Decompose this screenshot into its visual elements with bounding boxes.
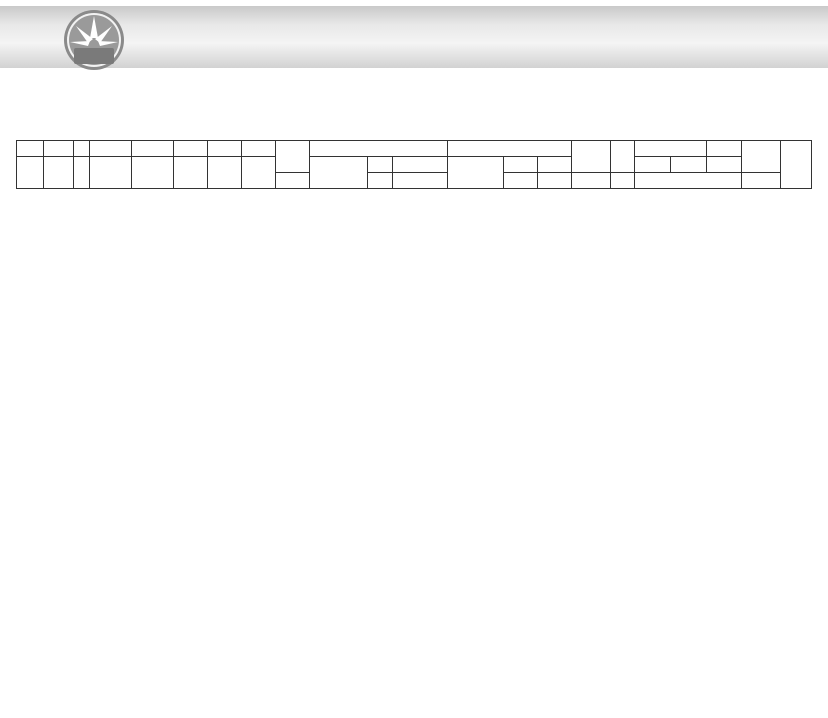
col-header-speed [44,141,74,157]
col-header-flow-unit [132,157,174,189]
col-header-shaft-power [242,141,276,157]
col-header-seq [74,141,90,157]
col-header-motor-power [368,157,393,173]
col-header-shaft-power-unit [242,157,276,189]
col-header-E [635,157,671,173]
col-header-speed-unit [44,157,74,189]
col-header-required-power-unit [276,173,310,189]
col-header-load-unit [635,173,742,189]
col-header-fan-shaft [504,157,538,173]
col-header-internal-power-unit [208,157,242,189]
col-header-flow [132,141,174,157]
col-header-fan-weight-unit [572,173,611,189]
table-header-row-1 [17,141,812,157]
col-header-fan-weight [572,141,611,173]
col-header-pressure [90,141,132,157]
col-header-motor-shaft-unit [538,173,572,189]
col-header-flywheel [742,141,781,173]
col-header-no-2 [17,157,44,189]
col-header-seq-2 [74,157,90,189]
table-header-row-2 [17,157,812,173]
col-header-rotor-weight [611,141,635,173]
col-header-fan-shaft-unit [504,173,538,189]
col-header-efficiency [174,141,208,157]
col-header-static-load [635,141,707,157]
performance-table-body [17,141,812,189]
col-header-anchor-bolt-unit [393,173,448,189]
col-header-motor-shaft [538,157,572,173]
col-header-internal-power [208,141,242,157]
col-header-coupling-model [448,157,504,189]
col-header-bearing [781,141,812,189]
col-header-dynamic-load [707,141,742,157]
col-header-rotor-weight-unit [611,173,635,189]
col-header-efficiency-unit [174,157,208,189]
col-header-anchor-bolt [393,157,448,173]
col-header-F [707,157,742,173]
col-header-required-power [276,141,310,173]
company-logo-icon [62,8,126,72]
col-header-pressure-unit [90,157,132,189]
col-header-coupling [448,141,572,157]
performance-table [16,140,812,189]
col-header-G [671,157,707,173]
col-header-motor-model [310,157,368,189]
col-header-motor [310,141,448,157]
company-header [0,0,828,92]
col-header-motor-power-unit [368,173,393,189]
col-header-flywheel-unit [742,173,781,189]
col-header-no [17,141,44,157]
